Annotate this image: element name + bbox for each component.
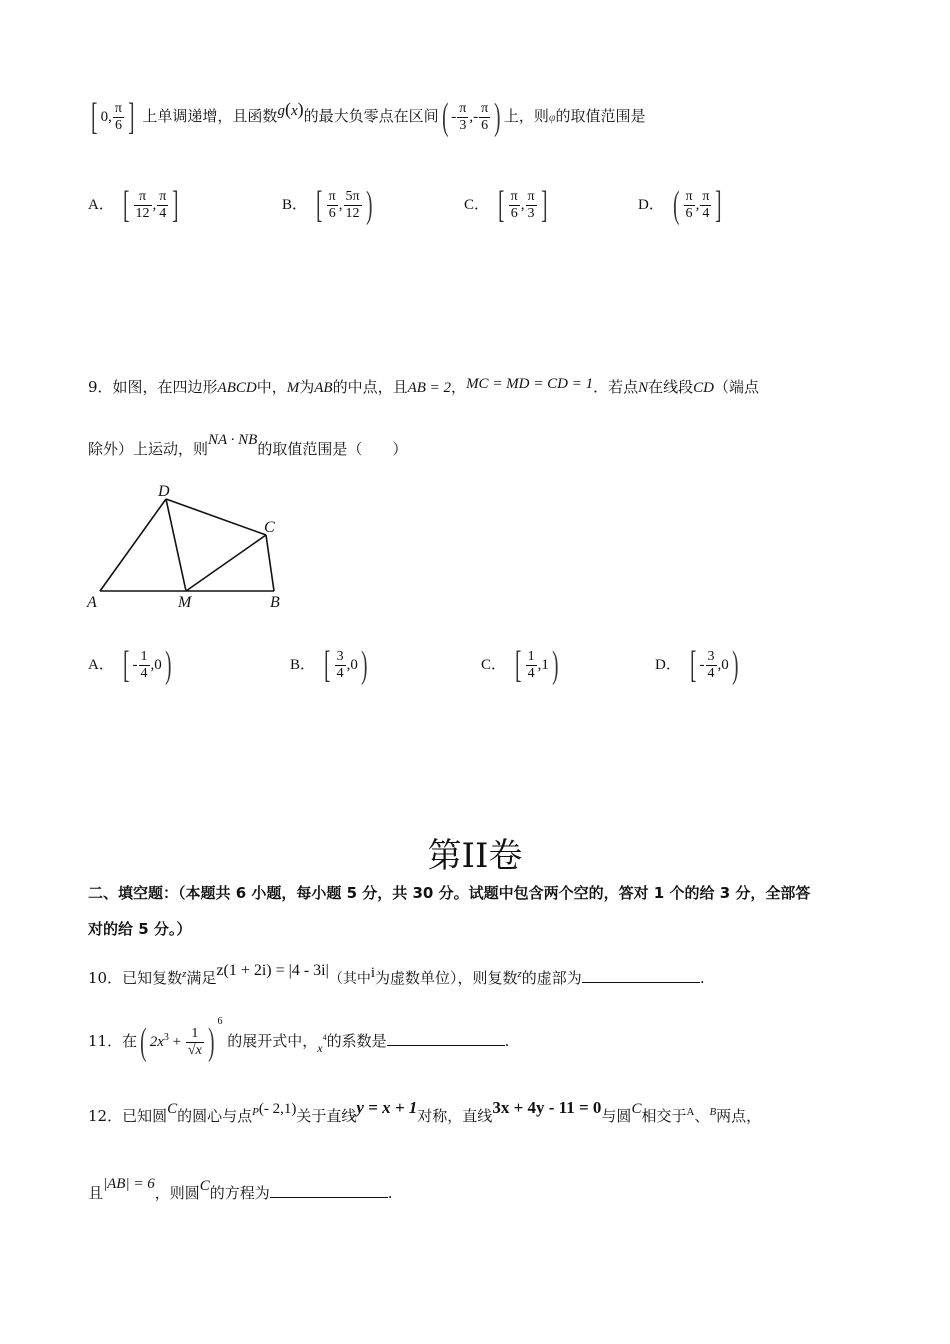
point-p-coords: (- 2,1)	[258, 1101, 297, 1117]
var-c: C	[199, 1178, 210, 1194]
q9-abcd: ABCD	[217, 380, 257, 396]
q10-equation: z(1 + 2i) = |4 - 3i|	[216, 962, 329, 979]
option-rest: ,0	[717, 657, 729, 673]
bracket: [	[123, 184, 130, 226]
q9-option-b[interactable]	[290, 646, 371, 684]
q11-text: 的系数是	[326, 1032, 387, 1050]
bracket: [	[324, 644, 331, 686]
option-label: A．	[88, 657, 114, 673]
q9-text: 9．如图，在四边形	[88, 378, 218, 396]
comma: ,	[152, 197, 157, 213]
answer-blank[interactable]	[270, 1183, 388, 1198]
label-a: A	[87, 594, 97, 611]
q11-text: 的展开式中，	[227, 1032, 318, 1050]
q9-condition-ab: AB = 2	[407, 380, 452, 396]
q9-option-d[interactable]	[655, 646, 741, 684]
var-z: z	[182, 968, 187, 980]
fraction	[526, 189, 537, 222]
minus: -	[699, 657, 705, 673]
numerator: 5π	[345, 188, 360, 204]
bracket: [	[123, 644, 130, 686]
var-a: A	[686, 1106, 695, 1118]
option-label: B．	[282, 197, 308, 213]
term-2x: 2x	[149, 1034, 164, 1050]
exponent: 6	[217, 1016, 223, 1027]
fraction	[706, 649, 717, 682]
numerator: 3	[707, 648, 715, 664]
option-label: D．	[655, 657, 681, 673]
option-label: C．	[464, 197, 490, 213]
bracket: ]	[715, 184, 722, 226]
q12-line-1	[88, 1098, 761, 1126]
var-p: P	[252, 1106, 259, 1118]
bracket: (	[673, 184, 680, 226]
numerator: π	[328, 188, 336, 204]
denominator: 4	[707, 665, 715, 681]
left-paren-big: (	[441, 96, 449, 138]
bracket: ]	[540, 184, 548, 226]
bracket: )	[361, 644, 368, 686]
bracket: )	[164, 644, 172, 686]
denominator: 12	[345, 205, 360, 221]
section-header-line-2: 对的给 5 分。）	[88, 920, 192, 938]
q9-text: ．若点	[593, 378, 639, 396]
denominator: 3	[527, 205, 535, 221]
q8-option-b[interactable]	[282, 186, 375, 224]
option-label: A．	[88, 197, 114, 213]
fraction-pi-6	[113, 101, 124, 134]
q10-text: 的虚部为	[521, 969, 582, 987]
q8-stem-line	[88, 98, 646, 136]
q12-text: 的圆心与点	[177, 1107, 253, 1125]
numerator: π	[159, 188, 167, 204]
paren: )	[207, 1021, 215, 1063]
q9-condition-mc: MC = MD = CD = 1	[466, 376, 594, 392]
bracket: [	[690, 644, 697, 686]
q8-text-4: 的取值范围是	[555, 107, 646, 125]
minus: -	[473, 109, 479, 125]
q8-text-1: 上单调递增，且函数	[142, 107, 278, 125]
denominator: √x	[187, 1042, 202, 1058]
q12-text: 、	[694, 1107, 710, 1125]
option-rest: ,0	[150, 657, 162, 673]
q9-stem-line-2	[88, 430, 407, 459]
numerator: π	[685, 188, 693, 204]
bracket: ]	[172, 184, 179, 226]
q9-figure	[80, 476, 300, 616]
fraction	[327, 189, 338, 222]
option-label: B．	[290, 657, 316, 673]
fraction	[335, 649, 346, 682]
q11-term	[150, 1034, 185, 1050]
q9-ab: AB	[314, 380, 333, 396]
right-paren-big: )	[494, 96, 501, 138]
q9-n: N	[638, 380, 649, 396]
option-rest: ,1	[537, 657, 549, 673]
minus: -	[132, 657, 138, 673]
q9-vector-product: NA · NB	[208, 432, 258, 448]
q8-option-c[interactable]	[464, 186, 550, 224]
q10-text: （其中	[328, 971, 371, 987]
q8-text-2: 的最大负零点在区间	[303, 107, 439, 125]
numerator: π	[510, 188, 518, 204]
numerator: π	[459, 100, 467, 116]
fraction	[509, 189, 520, 222]
q8-option-a[interactable]	[88, 186, 182, 224]
label-c: C	[264, 519, 275, 536]
fraction	[700, 189, 711, 222]
fraction-pi-6b	[479, 101, 490, 134]
var-phi: φ	[548, 110, 556, 124]
denominator: 4	[702, 205, 710, 221]
denominator: 6	[328, 205, 336, 221]
line-equation: y = x + 1	[356, 1098, 418, 1117]
bracket: )	[731, 644, 739, 686]
fraction	[186, 1026, 204, 1059]
denominator: 3	[459, 117, 467, 133]
option-label: D．	[638, 197, 664, 213]
numerator: π	[134, 189, 152, 206]
var-b: B	[709, 1106, 717, 1118]
numerator: π	[527, 188, 535, 204]
paren: (	[284, 99, 291, 119]
segment-dc	[166, 499, 266, 535]
numerator: π	[114, 100, 122, 116]
q12-text: 且	[88, 1184, 104, 1202]
q12-text: 关于直线	[296, 1107, 357, 1125]
q10-text: 满足	[186, 969, 217, 987]
q12-text: 两点，	[716, 1107, 762, 1125]
denominator: 4	[140, 665, 148, 681]
segment-ad	[100, 499, 166, 591]
q9-text: （端点	[713, 378, 759, 396]
segment-cb	[266, 535, 274, 591]
var-x: x	[317, 1041, 323, 1055]
right-bracket: ]	[128, 96, 135, 138]
fraction	[134, 189, 152, 222]
var-z: z	[517, 968, 522, 980]
q9-text: 在线段	[648, 378, 694, 396]
q12-text: 12．已知圆	[88, 1107, 168, 1125]
q10-text: 为虚数单位），则复数	[375, 969, 518, 987]
label-d: D	[158, 483, 170, 500]
fraction	[526, 649, 537, 682]
var-c: C	[631, 1101, 642, 1117]
q9-option-c[interactable]	[481, 646, 562, 684]
q9-option-a[interactable]	[88, 646, 174, 684]
q9-text: 除外）上运动，则	[88, 440, 209, 458]
numerator: 1	[527, 648, 535, 664]
var-i: i	[370, 965, 375, 981]
comma: ,	[338, 197, 343, 213]
fraction	[139, 649, 150, 682]
q12-line-2	[88, 1176, 393, 1203]
q11-text: 11．在	[88, 1032, 138, 1050]
option-rest: ,0	[346, 657, 358, 673]
part-title: 第II卷	[427, 836, 523, 876]
period: .	[699, 969, 705, 987]
denominator: 6	[481, 117, 489, 133]
section-header-line-1: 二、填空题：（本题共 6 小题，每小题 5 分，共 30 分。试题中包含两个空的，答对 1 个的给 3 分，全部答	[88, 884, 811, 902]
fraction	[344, 189, 362, 222]
period: .	[387, 1184, 393, 1202]
answer-blank[interactable]	[582, 968, 700, 983]
label-b: B	[270, 594, 280, 611]
denominator: 4	[336, 665, 344, 681]
bracket: )	[552, 644, 559, 686]
segment-mc	[186, 535, 266, 591]
paren: )	[297, 99, 304, 119]
denominator: 4	[159, 205, 167, 221]
bracket: )	[365, 184, 373, 226]
numerator: π	[702, 188, 710, 204]
fraction-pi-3	[457, 101, 468, 134]
q12-text: ，则圆	[154, 1184, 200, 1202]
q9-stem-line-1	[88, 376, 759, 397]
numerator: 1	[140, 648, 148, 664]
q9-text: 的中点，且	[332, 378, 408, 396]
left-bracket: [	[91, 96, 98, 138]
q9-cd: CD	[693, 380, 714, 396]
q12-text: 相交于	[641, 1107, 687, 1125]
q12-text: 对称，直线	[417, 1107, 493, 1125]
q12-text: 与圆	[601, 1107, 632, 1125]
fraction	[157, 189, 168, 222]
bracket: [	[316, 184, 323, 226]
var-c: C	[167, 1101, 178, 1117]
denominator: 6	[685, 205, 693, 221]
numerator: π	[481, 100, 489, 116]
bracket: [	[515, 644, 522, 686]
q9-text: 中，	[256, 378, 287, 396]
q11-line	[88, 1016, 509, 1061]
line2-equation: 3x + 4y - 11 = 0	[492, 1098, 602, 1117]
abs-ab: |AB| = 6	[103, 1176, 155, 1192]
interval-start: 0,	[100, 109, 112, 125]
q9-text: 为	[299, 378, 315, 396]
comma: ,	[520, 197, 525, 213]
numerator: 1	[186, 1026, 204, 1043]
comma: ,	[695, 197, 700, 213]
answer-blank[interactable]	[387, 1031, 505, 1046]
q8-text-3: 上，则	[503, 107, 549, 125]
q8-option-d[interactable]	[638, 186, 725, 224]
numerator: 3	[336, 648, 344, 664]
period: .	[504, 1032, 510, 1050]
plus: +	[168, 1034, 185, 1050]
var-x: x	[290, 103, 298, 119]
segment-dm	[166, 499, 186, 591]
q12-text: 的方程为	[209, 1184, 270, 1202]
option-label: C．	[481, 657, 507, 673]
label-m: M	[178, 594, 192, 611]
exponent: 3	[163, 1032, 169, 1043]
denominator: 12	[135, 205, 150, 221]
fraction	[684, 189, 695, 222]
q9-m: M	[286, 380, 300, 396]
q10-text: 10．已知复数	[88, 969, 183, 987]
q9-text: ，	[451, 378, 467, 396]
func-g: g	[277, 103, 285, 119]
paren: (	[140, 1021, 147, 1063]
denominator: 4	[527, 665, 535, 681]
minus: -	[451, 109, 457, 125]
denominator: 6	[510, 205, 518, 221]
denominator: 6	[114, 117, 122, 133]
comma: ,	[469, 109, 474, 125]
bracket: [	[498, 184, 505, 226]
q9-text: 的取值范围是（ ）	[257, 440, 408, 458]
exponent: 4	[322, 1033, 327, 1042]
q10-line	[88, 962, 705, 988]
